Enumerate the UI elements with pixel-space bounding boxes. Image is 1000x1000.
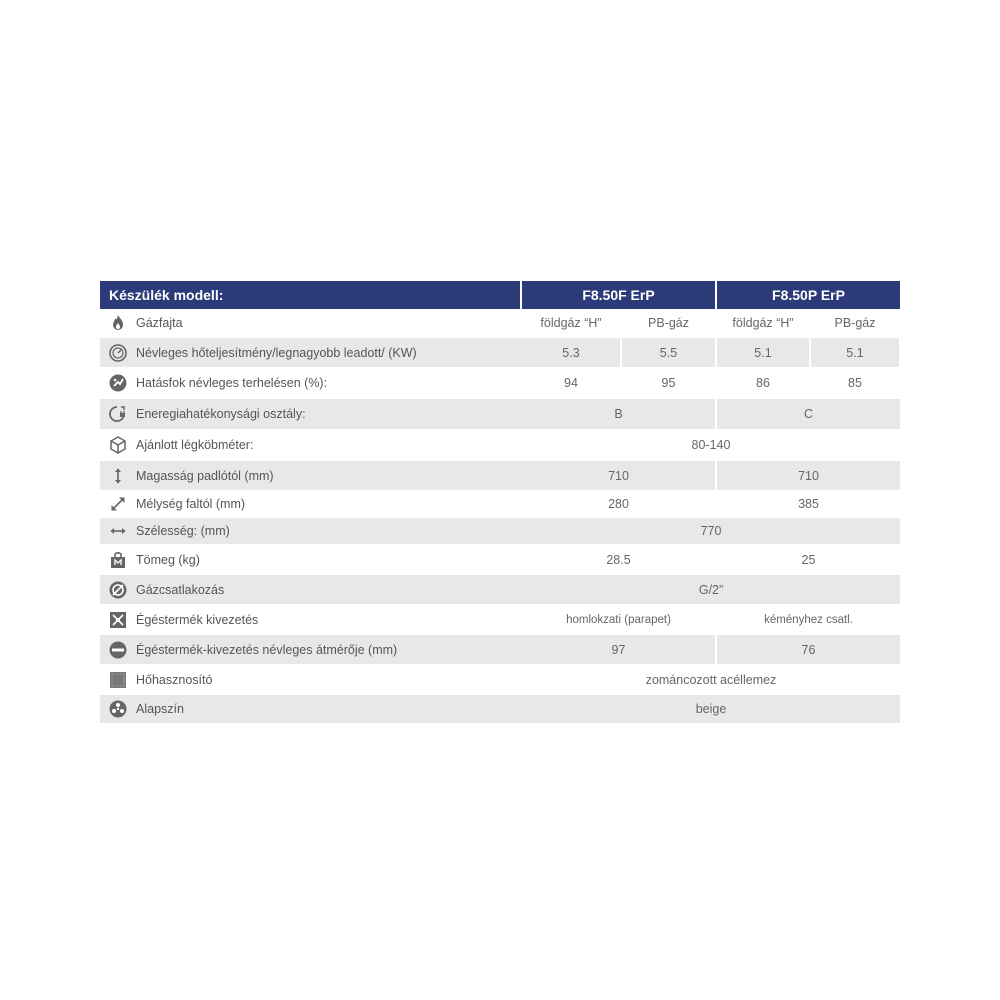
table-row <box>100 399 900 429</box>
table-row <box>100 665 900 694</box>
row-label <box>100 309 522 337</box>
row-label <box>100 338 522 367</box>
cell-value: 76 <box>717 635 900 664</box>
row-label-text: Gázfajta <box>136 316 183 330</box>
table-row <box>100 518 900 544</box>
row-label-text: Gázcsatlakozás <box>136 582 225 597</box>
header-label: Készülék modell: <box>100 281 520 309</box>
cell-value: földgáz “H” <box>732 316 794 330</box>
vertical-arrow-icon <box>100 466 136 486</box>
cell-value: 85 <box>848 376 862 390</box>
table-header <box>100 281 900 309</box>
diagonal-arrow-icon <box>100 494 136 514</box>
cell-value: 280 <box>608 497 629 511</box>
table-row <box>100 338 900 367</box>
row-label-text: Égéstermék-kivezetés névleges átmérője (mm) <box>136 642 398 657</box>
cell-value: 94 <box>564 376 578 390</box>
row-label <box>100 461 522 490</box>
efficiency-icon <box>100 373 136 393</box>
cell-value: földgáz “H” <box>540 316 602 330</box>
cell-value: 95 <box>661 376 676 390</box>
model-header-2: F8.50P ErP <box>717 281 900 309</box>
row-label-text: Tömeg (kg) <box>136 552 200 567</box>
cell-value: 770 <box>522 518 900 544</box>
row-label-text: Alapszín <box>136 702 184 716</box>
table-row <box>100 695 900 723</box>
cell-value: PB-gáz <box>834 316 876 330</box>
row-label <box>100 605 522 634</box>
cell-value: 80-140 <box>691 438 731 452</box>
row-label <box>100 665 522 694</box>
table-row <box>100 605 900 634</box>
model-header-1: F8.50F ErP <box>522 281 715 309</box>
cell-value: 5.3 <box>522 338 620 367</box>
table-row <box>100 545 900 574</box>
row-label-text: Névleges hőteljesítmény/legnagyobb leadott/ (KW) <box>136 345 417 360</box>
flue-outlet-icon <box>100 610 136 630</box>
flame-icon <box>100 313 136 333</box>
row-label-text: Szélesség: (mm) <box>136 524 230 538</box>
cell-value: 5.1 <box>717 338 809 367</box>
cell-value: 5.5 <box>622 338 715 367</box>
cube-icon <box>100 435 136 455</box>
row-label <box>100 635 522 664</box>
table-row <box>100 461 900 490</box>
cell-value: kéményhez csatl. <box>764 613 853 626</box>
row-label <box>100 399 522 429</box>
cell-value: B <box>522 399 715 429</box>
weight-icon <box>100 550 136 570</box>
horizontal-arrow-icon <box>100 521 136 541</box>
cell-value: 5.1 <box>811 338 899 367</box>
row-label <box>100 518 522 544</box>
spec-table <box>100 281 900 723</box>
cell-value: 86 <box>756 376 770 390</box>
cell-value: 710 <box>717 461 900 490</box>
row-label-text: Ajánlott légköbméter: <box>136 438 254 452</box>
cell-value: zománcozott acéllemez <box>645 672 777 687</box>
flue-diameter-icon <box>100 640 136 660</box>
table-row <box>100 368 900 398</box>
row-label-text: Égéstermék kivezetés <box>136 612 259 627</box>
table-row <box>100 635 900 664</box>
cell-value: homlokzati (parapet) <box>566 613 671 626</box>
table-row <box>100 309 900 337</box>
row-label-text: Hőhasznosító <box>136 672 213 687</box>
cell-value: 97 <box>522 635 715 664</box>
row-label <box>100 491 522 517</box>
gas-connection-icon <box>100 580 136 600</box>
row-label <box>100 368 522 398</box>
row-label <box>100 545 522 574</box>
cell-value: 28.5 <box>606 552 631 567</box>
table-row <box>100 491 900 517</box>
energy-plug-icon <box>100 404 136 424</box>
cell-value: 25 <box>801 552 816 567</box>
cell-value: 385 <box>798 497 819 511</box>
row-label-text: Hatásfok névleges terhelésen (%): <box>136 376 328 390</box>
row-label-text: Magasság padlótól (mm) <box>136 468 274 483</box>
row-label <box>100 430 522 460</box>
row-label-text: Mélység faltól (mm) <box>136 497 246 511</box>
table-row <box>100 430 900 460</box>
cell-value: beige <box>522 695 900 723</box>
cell-value: PB-gáz <box>648 316 689 330</box>
cell-value: G/2” <box>522 575 900 604</box>
heat-exchanger-icon <box>100 670 136 690</box>
color-palette-icon <box>100 699 136 719</box>
cell-value: 710 <box>522 461 715 490</box>
cell-value: C <box>717 399 900 429</box>
row-label <box>100 575 522 604</box>
gauge-icon <box>100 343 136 363</box>
row-label <box>100 695 522 723</box>
table-row <box>100 575 900 604</box>
row-label-text: Eneregiahatékonysági osztály: <box>136 407 306 421</box>
